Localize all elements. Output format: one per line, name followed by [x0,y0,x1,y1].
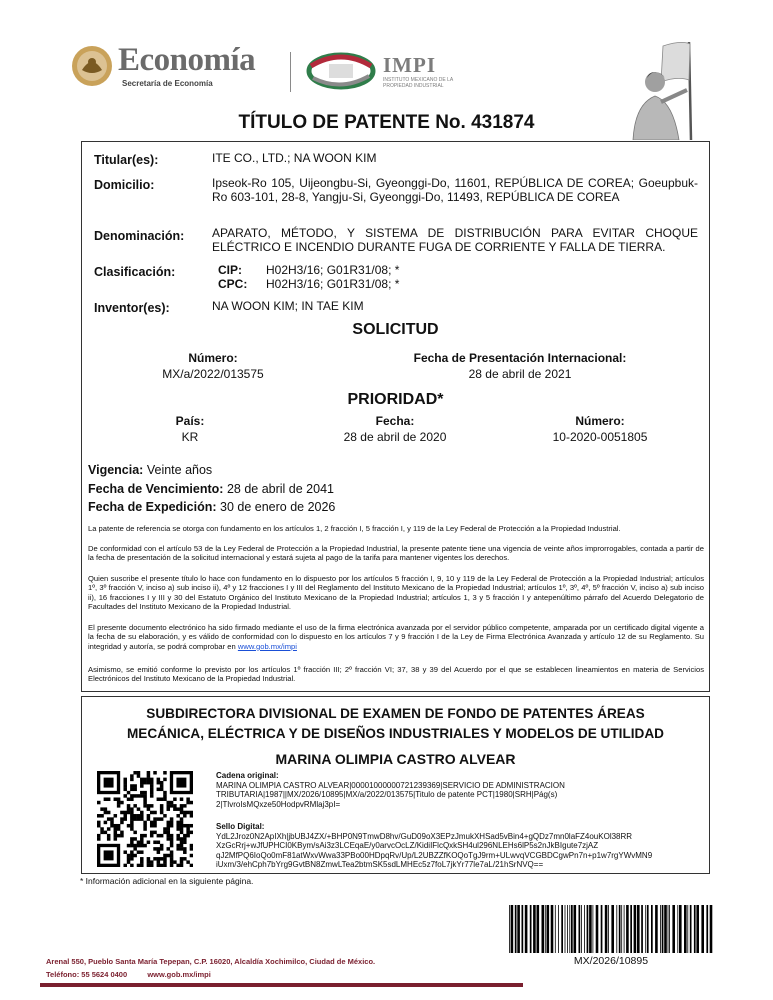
prioridad-numero-label: Número: [575,414,625,428]
sello-label: Sello Digital: [216,822,265,831]
solicitud-heading: SOLICITUD [352,321,439,338]
prioridad-fecha-value: 28 de abril de 2020 [343,430,447,444]
denominacion-value: APARATO, MÉTODO, Y SISTEMA DE DISTRIBUCIÓN PARA EVITAR CHOQUE ELÉCTRICO E INCENDIO DURANTE FUGA DE CORRIENTE Y FALLA DE TIERRA. [212,226,698,254]
prioridad-fecha-label: Fecha: [375,414,415,428]
footer-divider [40,983,523,987]
vigencia-row [88,463,212,477]
vigencia-label: Vigencia: [88,463,144,477]
footnote: * Información adicional en la siguiente página. [80,876,254,886]
expedicion-label: Fecha de Expedición: [88,500,217,514]
sello-line-3: qJ2MfPQ6IoQo0mF81atWxvWwa33PBo00HDpqRv/Up/L2UBZZfKOQoTgJ9rm+ULwvqVCGBDCgwPn7n+p1w7rgYWvMN9 [216,850,653,860]
sello-line-1: YdL2Jroz0N2ApIXh|jbUBJ4ZX/+BHP0N9TmwD8hv/GuD09oX3EPzJmukXHSad5vBin4+gQDz7mn0laFZ4ouKOl38RR [216,831,633,841]
impi-logo-text: IMPI [383,53,436,77]
cadena-line-2: TRIBUTARIA|1987||MX/2026/10895|MX/a/2022/013575|Titulo de patente PCT|1980|SRH|Pág(s) [216,790,558,799]
legal-paragraph-4 [88,623,704,651]
legal-paragraph-2: De conformidad con el artículo 53 de la Ley Federal de Protección a la Propiedad Industrial, la presente patente tiene una vigencia de veinte años improrrogables, contada a partir de la fecha de presentación de la solicitud internacional y estará sujeta al pago de la tarifa para mantener vigentes los derechos. [88,544,704,563]
header-divider [290,52,291,92]
vencimiento-row [88,482,334,496]
cadena-line-1: MARINA OLIMPIA CASTRO ALVEAR|00001000000721239369|SERVICIO DE ADMINISTRACION [216,780,565,790]
footer-contact [46,970,211,979]
domicilio-value: Ipseok-Ro 105, Uijeongbu-Si, Gyeonggi-Do, 11601, REPÚBLICA DE COREA; Goeupbuk-Ro 603-101, 28-8, Yangju-Si, Gyeonggi-Do, 11493, REPÚBLICA DE COREA [212,176,698,204]
economia-subtitle: Secretaría de Economía [122,79,213,88]
cip-label: CIP: [218,263,242,277]
prioridad-heading: PRIORIDAD* [347,391,444,408]
footer-phone: Teléfono: 55 5624 0400 [46,970,128,979]
cip-value: H02H3/16; G01R31/08; * [266,263,400,277]
legal-paragraph-5: Asimismo, se emitió conforme lo previsto por los artículos 1º fracción III; 2º fracción VI; 37, 38 y 39 del Acuerdo por el que se establecen lineamientos en materia de Servicios Electrónicos del Instituto Mexicano de la Propiedad Industrial. [88,665,704,684]
prioridad-pais-label: País: [175,414,205,428]
vencimiento-label: Fecha de Vencimiento: [88,482,224,496]
expedicion-value: 30 de enero de 2026 [220,500,336,514]
solicitud-numero-value: MX/a/2022/013575 [162,367,264,381]
vigencia-value: Veinte años [146,463,213,477]
qr-code-icon [97,771,193,867]
signer-name: MARINA OLIMPIA CASTRO ALVEAR [275,751,516,767]
legal-paragraph-3: Quien suscribe el presente título lo hace con fundamento en lo dispuesto por los artículos 5 fracción I, 9, 10 y 119 de la Ley Federal de Protección a la Propiedad Industrial; artículos 1º, 3º fracción V, inciso a) sub inciso ii), 4º y 12 fracciones I y III del Reglamento del Instituto Mexicano de la Propiedad Industrial; artículos 1º, 3º, 4º, 5º fracción V, inciso a) sub inciso ii), 16 fracciones I y III y 30 del Estatuto Orgánico del Instituto Mexicano de la Propiedad Industrial; artículos 1, 3 y 5 fracción I y antepenúltimo párrafo del Acuerdo Delegatorio de Facultades del Instituto Mexicano de la Propiedad Industrial. [88,574,704,612]
footer-web[interactable]: www.gob.mx/impi [147,970,211,979]
footer-address: Arenal 550, Pueblo Santa María Tepepan, C.P. 16020, Alcaldía Xochimilco, Ciudad de México. [46,957,376,966]
titular-value: ITE CO., LTD.; NA WOON KIM [212,151,377,165]
barcode-icon [507,905,715,953]
office-line-1: SUBDIRECTORA DIVISIONAL DE EXAMEN DE FONDO DE PATENTES ÁREAS [146,706,645,721]
cpc-label: CPC: [218,277,248,291]
prioridad-pais-value: KR [181,430,199,444]
economia-logo-text: Economía [118,42,256,78]
solicitud-fecha-value: 28 de abril de 2021 [468,367,572,381]
cadena-line-3: 2|TlvroIsMQxze50HodpvRMlaj3pI= [216,799,341,809]
legal-paragraph-1: La patente de referencia se otorga con fundamento en los artículos 1, 2 fracción I, 5 fracción I, y 119 de la Ley Federal de Protección a la Propiedad Industrial. [88,524,621,533]
prioridad-numero-value: 10-2020-0051805 [552,430,648,444]
domicilio-label: Domicilio: [94,178,155,192]
expedicion-row [88,500,335,514]
legal-paragraph-4-text: El presente documento electrónico ha sido firmado mediante el uso de la firma electrónica avanzada por el servidor público competente, amparada por un certificado digital vigente a la fecha de su elaboración, y es válido de conformidad con lo dispuesto en los artículos 7 y 9 fracción I de la Ley de Firma Electrónica Avanzada y artículo 12 de su Reglamento. Su integridad y autoría, se podrá comprobar en [88,623,704,651]
denominacion-label: Denominación: [94,229,185,243]
cadena-label: Cadena original: [216,771,279,780]
cpc-value: H02H3/16; G01R31/08; * [266,277,400,291]
office-line-2: MECÁNICA, ELÉCTRICA Y DE DISEÑOS INDUSTRIALES Y MODELOS DE UTILIDAD [126,726,664,741]
sello-line-4: iUxm/3/ehCph7bYrg9GvtBN8ZmwLTea2btmSK5sdLMHEc5z7foL7jkYr77le7aL/21hSrNVQ== [216,860,544,869]
clasificacion-label: Clasificación: [94,265,176,279]
inventor-value: NA WOON KIM; IN TAE KIM [212,299,364,313]
solicitud-numero-label: Número: [188,351,238,365]
inventor-label: Inventor(es): [94,301,170,315]
economia-seal-icon [70,44,114,88]
solicitud-fecha-label: Fecha de Presentación Internacional: [413,351,627,365]
barcode-number: MX/2026/10895 [573,955,649,967]
vencimiento-value: 28 de abril de 2041 [226,482,334,496]
gob-mx-impi-link[interactable]: www.gob.mx/impi [237,641,297,651]
titular-label: Titular(es): [94,153,159,167]
document-title: TÍTULO DE PATENTE No. 431874 [238,112,535,133]
impi-logo-icon [305,50,377,92]
sello-line-2: XzGcRrj+wJfUPHCI0KBym/sAi3z3LCEqaE/y0arvcOcLZ/KidiIFlcQxkSH4ul296NLEHs6lP5s2nJkBIgute7zjAZ [216,841,599,850]
cadena-block [216,771,706,870]
impi-subtitle: INSTITUTO MEXICANO DE LA PROPIEDAD INDUSTRIAL [383,77,453,89]
